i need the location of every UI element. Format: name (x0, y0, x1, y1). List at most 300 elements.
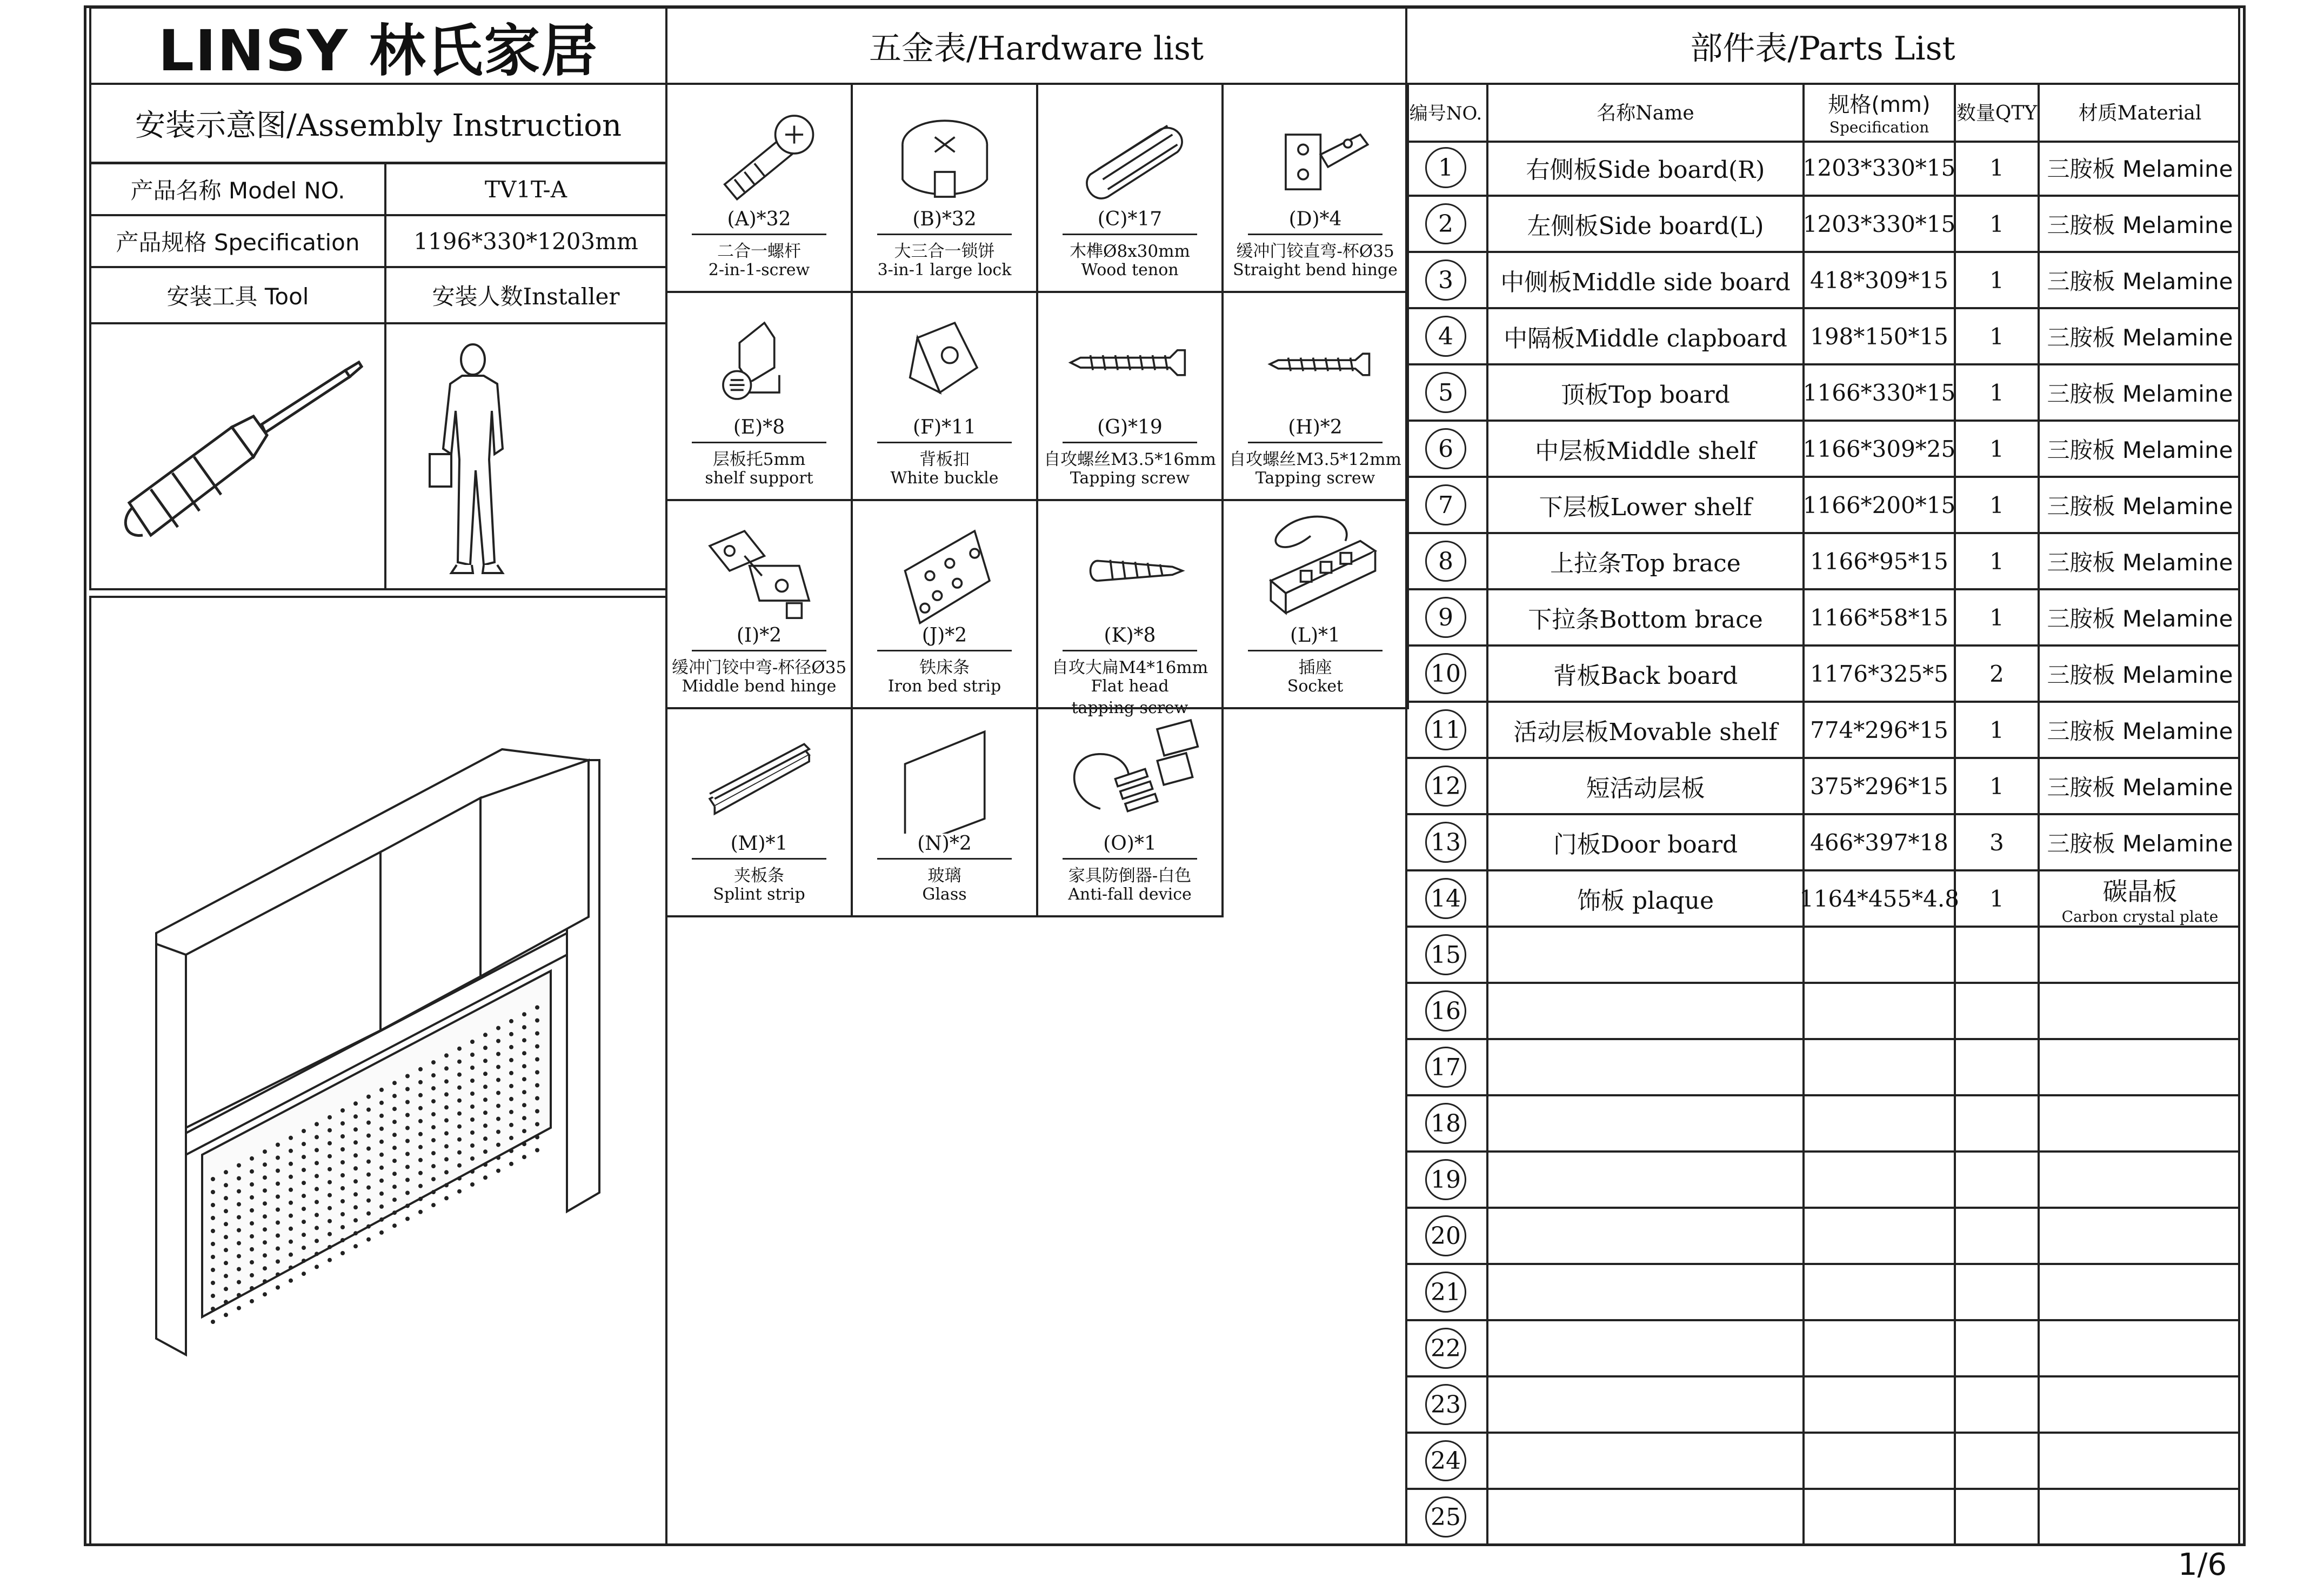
part-number-badge: 21 (1425, 1272, 1466, 1313)
part-number-badge: 1 (1425, 147, 1466, 188)
part-name-cell (1488, 815, 1805, 869)
part-no-cell (1405, 1434, 1488, 1488)
hardware-cn-name: 自攻螺丝M3.5*12mm (1229, 450, 1401, 469)
part-qty-cell (1956, 871, 2040, 926)
hardware-en-name: Wood tenon (1081, 261, 1179, 279)
spec-label-cell (89, 214, 386, 268)
part-no-cell (1405, 422, 1488, 476)
part-material: 三胺板 Melamine (2047, 774, 2233, 801)
part-qty-cell (1956, 1040, 2040, 1094)
parts-row (1405, 534, 2240, 590)
part-qty-cell (1956, 478, 2040, 532)
part-no-cell (1405, 647, 1488, 701)
tool-picture-cell (89, 322, 386, 590)
part-spec-cell (1802, 141, 1956, 195)
part-spec: 1166*95*15 (1810, 548, 1948, 575)
hardware-part-icon (853, 293, 1038, 417)
part-material-cell (2040, 422, 2240, 476)
part-name-cell (1488, 1490, 1805, 1544)
installer-label: 安装人数Installer (432, 283, 620, 310)
part-qty-cell (1956, 141, 2040, 195)
part-no-cell (1405, 703, 1488, 757)
part-no-cell (1405, 1377, 1488, 1432)
part-no-cell (1405, 984, 1488, 1038)
part-spec-cell (1802, 365, 1956, 420)
parts-row (1405, 759, 2240, 815)
part-qty-cell (1956, 534, 2040, 588)
part-no-cell (1405, 478, 1488, 532)
hardware-part-icon (1038, 85, 1224, 209)
part-spec: 1166*330*15 (1802, 379, 1956, 406)
hardware-part-icon (1224, 293, 1409, 417)
hardware-en-name-2: tapping screw (1071, 698, 1188, 717)
part-spec: 774*296*15 (1810, 716, 1948, 743)
part-spec-cell (1805, 759, 1956, 813)
part-spec: 1166*309*25 (1802, 435, 1956, 462)
part-qty: 1 (1989, 716, 2004, 743)
part-material-cell (2040, 197, 2240, 251)
hardware-code: (E)*8 (733, 416, 785, 438)
part-number-badge: 20 (1425, 1215, 1466, 1256)
part-qty: 1 (1989, 210, 2004, 237)
part-name-cell (1488, 1096, 1805, 1150)
part-spec-cell (1805, 647, 1956, 701)
part-spec: 466*397*18 (1810, 829, 1948, 856)
part-spec-cell (1805, 1434, 1956, 1488)
part-material-cell (2040, 1265, 2240, 1319)
part-material: 三胺板 Melamine (2047, 493, 2233, 520)
installer-label-cell (384, 266, 667, 324)
hardware-part-icon (667, 709, 853, 834)
part-spec-cell (1805, 984, 1956, 1038)
part-qty-cell (1956, 759, 2040, 813)
parts-row (1405, 309, 2240, 365)
hardware-cn-name: 木榫Ø8x30mm (1070, 242, 1190, 261)
part-material-cell (2040, 1153, 2240, 1207)
divider (1248, 442, 1383, 443)
part-spec-cell (1805, 1377, 1956, 1432)
part-qty: 2 (1989, 660, 2004, 687)
part-name: 中侧板Middle side board (1500, 269, 1791, 296)
part-no-cell (1405, 1265, 1488, 1319)
part-material-cell (2040, 534, 2240, 588)
divider (692, 650, 826, 651)
part-name-cell (1488, 422, 1805, 476)
installer-picture-cell (384, 322, 667, 590)
hardware-cn-name: 玻璃 (927, 866, 961, 886)
divider (877, 234, 1012, 235)
part-spec: 1203*330*15 (1802, 210, 1956, 237)
part-qty-cell (1956, 197, 2040, 251)
part-spec-cell (1805, 1040, 1956, 1094)
hardware-cn-name: 大三合一锁饼 (894, 242, 995, 261)
part-qty: 1 (1989, 435, 2004, 462)
part-material-cell (2040, 647, 2240, 701)
parts-row (1405, 1153, 2240, 1209)
part-material: 三胺板 Melamine (2047, 830, 2233, 857)
part-material-cell (2040, 365, 2240, 420)
part-qty-cell (1956, 647, 2040, 701)
part-material-cell (2040, 759, 2240, 813)
model-value: TV1T-A (484, 176, 567, 203)
hardware-part-icon (853, 709, 1038, 834)
part-spec-cell (1805, 253, 1956, 307)
part-name: 下拉条Bottom brace (1528, 606, 1763, 634)
header-no: 编号NO. (1405, 83, 1488, 141)
hardware-part-icon (853, 501, 1038, 625)
page-number: 1/6 (2178, 1547, 2227, 1582)
part-number-badge: 18 (1425, 1103, 1466, 1144)
part-spec-cell (1805, 928, 1956, 982)
hardware-part-icon (1224, 501, 1409, 625)
part-no-cell (1405, 1490, 1488, 1544)
divider (1248, 234, 1383, 235)
hardware-part-icon (667, 85, 853, 209)
part-no-cell (1405, 1096, 1488, 1150)
hardware-cn-name: 背板扣 (919, 450, 970, 469)
hardware-item (665, 291, 853, 501)
part-material-cell (2040, 590, 2240, 644)
part-material-cell (2040, 309, 2240, 363)
part-material: 三胺板 Melamine (2047, 718, 2233, 744)
hardware-part-icon (667, 501, 853, 625)
hardware-cn-name: 插座 (1298, 658, 1332, 677)
part-material: 三胺板 Melamine (2047, 268, 2233, 295)
hardware-item (665, 707, 853, 917)
part-material: 三胺板 Melamine (2047, 549, 2233, 576)
hardware-en-name: Iron bed strip (887, 677, 1001, 696)
part-spec: 375*296*15 (1810, 773, 1948, 800)
hardware-code: (I)*2 (736, 624, 782, 647)
hardware-en-name: shelf support (705, 469, 813, 488)
person-icon (386, 324, 667, 589)
part-name-cell (1488, 759, 1805, 813)
hardware-code: (D)*4 (1288, 208, 1342, 230)
tool-label-cell (89, 266, 386, 324)
part-material: 三胺板 Melamine (2047, 381, 2233, 407)
part-no-cell (1405, 871, 1488, 926)
parts-row (1405, 365, 2240, 422)
part-qty-cell (1956, 1209, 2040, 1263)
part-spec-cell (1805, 309, 1956, 363)
part-no-cell (1405, 141, 1488, 195)
part-name: 短活动层板 (1586, 775, 1705, 802)
hardware-en-name: Straight bend hinge (1233, 261, 1398, 279)
hardware-code: (O)*1 (1103, 833, 1157, 855)
part-spec-cell (1805, 590, 1956, 644)
hardware-item (1036, 707, 1224, 917)
part-spec-cell (1805, 1321, 1956, 1375)
part-qty-cell (1956, 1434, 2040, 1488)
divider (692, 234, 826, 235)
divider (1063, 650, 1197, 651)
part-material-cell (2040, 253, 2240, 307)
divider (692, 858, 826, 860)
part-material-cell (2040, 1209, 2240, 1263)
part-no-cell (1405, 1209, 1488, 1263)
part-material-cell (2040, 1321, 2240, 1375)
part-qty: 1 (1989, 548, 2004, 575)
hardware-item (851, 291, 1038, 501)
part-spec-cell (1799, 871, 1959, 926)
model-label: 产品名称 Model NO. (130, 177, 345, 204)
hardware-item (1221, 499, 1409, 709)
part-number-badge: 6 (1425, 428, 1466, 469)
hardware-en-name: Anti-fall device (1068, 885, 1192, 904)
part-number-badge: 5 (1425, 372, 1466, 413)
hardware-item (1036, 499, 1224, 717)
hardware-cn-name: 铁床条 (919, 658, 970, 677)
parts-row (1405, 1377, 2240, 1434)
parts-row (1405, 253, 2240, 309)
hardware-part-icon (667, 293, 853, 417)
brand-logo: LINSY 林氏家居 (158, 17, 599, 84)
part-name-cell (1488, 984, 1805, 1038)
hardware-item (665, 83, 853, 293)
part-number-badge: 4 (1425, 316, 1466, 357)
part-spec-cell (1805, 1153, 1956, 1207)
part-qty: 1 (1989, 379, 2004, 406)
part-no-cell (1405, 1321, 1488, 1375)
part-spec: 198*150*15 (1810, 323, 1948, 350)
cabinet-illustration (91, 598, 665, 1543)
hardware-code: (J)*2 (921, 624, 967, 647)
part-number-badge: 13 (1425, 822, 1466, 863)
part-material-cell (2040, 1040, 2240, 1094)
divider (1063, 858, 1197, 860)
hardware-en-name: Flat head (1091, 677, 1169, 696)
part-qty: 1 (1989, 773, 2004, 800)
part-material: 三胺板 Melamine (2047, 437, 2233, 463)
parts-row (1405, 141, 2240, 197)
hardware-title-cell (665, 6, 1407, 85)
parts-row (1405, 1321, 2240, 1377)
hardware-part-icon (1038, 709, 1224, 834)
part-name-cell (1488, 365, 1805, 420)
hardware-en-name: Tapping screw (1255, 469, 1375, 488)
part-qty: 1 (1989, 885, 2004, 912)
part-qty: 1 (1989, 154, 2004, 181)
hardware-item (851, 707, 1038, 917)
hardware-en-name: Tapping screw (1070, 469, 1190, 488)
hardware-en-name: White buckle (890, 469, 999, 488)
part-number-badge: 12 (1425, 766, 1466, 807)
divider (1063, 442, 1197, 443)
part-name-cell (1488, 478, 1805, 532)
parts-row (1405, 422, 2240, 478)
part-name: 上拉条Top brace (1550, 550, 1741, 577)
part-spec: 418*309*15 (1810, 267, 1948, 294)
part-number-badge: 17 (1425, 1047, 1466, 1088)
part-name-cell (1488, 1209, 1805, 1263)
part-material-cell (2040, 141, 2240, 195)
part-qty-cell (1956, 984, 2040, 1038)
part-no-cell (1405, 759, 1488, 813)
part-number-badge: 9 (1425, 597, 1466, 638)
hardware-title: 五金表/Hardware list (869, 29, 1204, 68)
part-name-cell (1488, 253, 1805, 307)
tool-label: 安装工具 Tool (166, 283, 309, 310)
header-spec: 规格(mm) Specification (1805, 83, 1956, 141)
hardware-en-name: 3-in-1 large lock (877, 261, 1012, 279)
hardware-code: (B)*32 (912, 208, 977, 230)
part-spec-cell (1805, 1490, 1956, 1544)
part-spec-cell (1805, 1096, 1956, 1150)
part-number-badge: 8 (1425, 541, 1466, 582)
part-qty-cell (1956, 815, 2040, 869)
hardware-code: (N)*2 (917, 833, 972, 855)
part-no-cell (1405, 1040, 1488, 1094)
model-value-cell (384, 162, 667, 216)
part-number-badge: 25 (1425, 1496, 1466, 1538)
hardware-en-name: 2-in-1-screw (708, 261, 810, 279)
part-name-cell (1488, 1040, 1805, 1094)
parts-row (1405, 928, 2240, 984)
parts-row (1405, 815, 2240, 871)
hardware-en-name: Splint strip (713, 885, 805, 904)
hardware-code: (F)*11 (913, 416, 976, 438)
part-qty-cell (1956, 309, 2040, 363)
part-name: 饰板 plaque (1577, 887, 1714, 915)
model-label-cell (89, 162, 386, 216)
part-qty-cell (1956, 1490, 2040, 1544)
part-qty-cell (1956, 590, 2040, 644)
hardware-part-icon (1038, 501, 1224, 625)
part-name: 背板Back board (1553, 662, 1738, 690)
parts-row (1405, 647, 2240, 703)
part-name-cell (1488, 534, 1805, 588)
part-material-cell (2040, 1377, 2240, 1432)
part-material-en: Carbon crystal plate (2061, 907, 2219, 926)
parts-row (1405, 1040, 2240, 1096)
divider (877, 858, 1012, 860)
part-no-cell (1405, 928, 1488, 982)
hardware-item (1036, 291, 1224, 501)
part-name: 右侧板Side board(R) (1526, 156, 1765, 184)
part-name-cell (1488, 141, 1805, 195)
hardware-en-name: Glass (922, 885, 967, 904)
part-name: 下层板Lower shelf (1539, 494, 1752, 521)
part-qty-cell (1956, 253, 2040, 307)
part-qty-cell (1956, 928, 2040, 982)
hardware-cn-name: 家具防倒器-白色 (1068, 866, 1192, 886)
parts-title-cell (1405, 6, 2240, 85)
part-number-badge: 3 (1425, 259, 1466, 301)
part-no-cell (1405, 815, 1488, 869)
part-qty-cell (1956, 1321, 2040, 1375)
part-material-cell (2040, 928, 2240, 982)
parts-row (1405, 1096, 2240, 1153)
hardware-en-name: Middle bend hinge (682, 677, 837, 696)
hardware-code: (L)*1 (1290, 624, 1340, 647)
part-number-badge: 14 (1425, 878, 1466, 919)
header-qty: 数量QTY (1956, 83, 2040, 141)
part-qty: 3 (1989, 829, 2004, 856)
part-qty: 1 (1989, 491, 2004, 518)
part-qty: 1 (1989, 267, 2004, 294)
hardware-code: (A)*32 (727, 208, 791, 230)
part-qty-cell (1956, 1265, 2040, 1319)
part-material: 三胺板 Melamine (2047, 212, 2233, 238)
part-name-cell (1488, 1377, 1805, 1432)
header-name: 名称Name (1488, 83, 1805, 141)
part-qty-cell (1956, 365, 2040, 420)
hardware-item (1036, 83, 1224, 293)
parts-row (1405, 1434, 2240, 1490)
part-material: 三胺板 Melamine (2047, 605, 2233, 632)
part-number-badge: 15 (1425, 934, 1466, 975)
parts-row (1405, 703, 2240, 759)
part-number-badge: 7 (1425, 484, 1466, 525)
part-number-badge: 11 (1425, 709, 1466, 750)
hardware-item (1221, 291, 1409, 501)
parts-row (1405, 1209, 2240, 1265)
divider (877, 650, 1012, 651)
part-spec-cell (1805, 534, 1956, 588)
part-number-badge: 19 (1425, 1159, 1466, 1200)
part-no-cell (1405, 197, 1488, 251)
parts-header-row (1405, 83, 2240, 143)
hardware-part-icon (853, 85, 1038, 209)
spec-value-cell (384, 214, 667, 268)
part-spec: 1203*330*15 (1802, 154, 1956, 181)
hardware-cn-name: 缓冲门铰直弯-杯Ø35 (1236, 242, 1394, 261)
part-name-cell (1488, 1321, 1805, 1375)
hardware-cn-name: 缓冲门铰中弯-杯径Ø35 (671, 658, 847, 677)
part-no-cell (1405, 365, 1488, 420)
parts-title: 部件表/Parts List (1690, 29, 1955, 68)
part-material-cell (2040, 871, 2240, 926)
part-number-badge: 10 (1425, 653, 1466, 694)
part-material: 三胺板 Melamine (2047, 156, 2233, 182)
part-material: 三胺板 Melamine (2047, 324, 2233, 351)
hardware-item (1221, 83, 1409, 293)
part-qty: 1 (1989, 604, 2004, 631)
part-name-cell (1488, 1265, 1805, 1319)
part-name: 中层板Middle shelf (1535, 437, 1756, 465)
assembly-drawing-cell (89, 596, 667, 1546)
part-no-cell (1405, 590, 1488, 644)
hardware-code: (K)*8 (1104, 624, 1156, 647)
spec-label: 产品规格 Specification (116, 229, 360, 256)
hardware-cn-name: 自攻螺丝M3.5*16mm (1044, 450, 1216, 469)
spec-value: 1196*330*1203mm (413, 228, 638, 255)
part-name-cell (1488, 590, 1805, 644)
brand-cell (89, 6, 667, 85)
part-name-cell (1488, 1153, 1805, 1207)
part-name-cell (1488, 309, 1805, 363)
part-spec-cell (1805, 815, 1956, 869)
hardware-part-icon (1224, 85, 1409, 209)
hardware-code: (M)*1 (730, 833, 788, 855)
hardware-cn-name: 二合一螺杆 (717, 242, 801, 261)
hardware-item (851, 499, 1038, 709)
part-number-badge: 24 (1425, 1440, 1466, 1481)
part-number-badge: 16 (1425, 990, 1466, 1031)
part-qty-cell (1956, 1153, 2040, 1207)
part-spec: 1176*325*5 (1810, 660, 1948, 687)
part-qty-cell (1956, 1377, 2040, 1432)
part-name-cell (1488, 1434, 1805, 1488)
part-material: 三胺板 Melamine (2047, 662, 2233, 688)
part-qty-cell (1956, 422, 2040, 476)
part-qty-cell (1956, 1096, 2040, 1150)
parts-row (1405, 478, 2240, 534)
part-spec: 1166*58*15 (1810, 604, 1948, 631)
part-spec-cell (1802, 197, 1956, 251)
part-number-badge: 2 (1425, 203, 1466, 244)
part-spec-cell (1805, 1265, 1956, 1319)
